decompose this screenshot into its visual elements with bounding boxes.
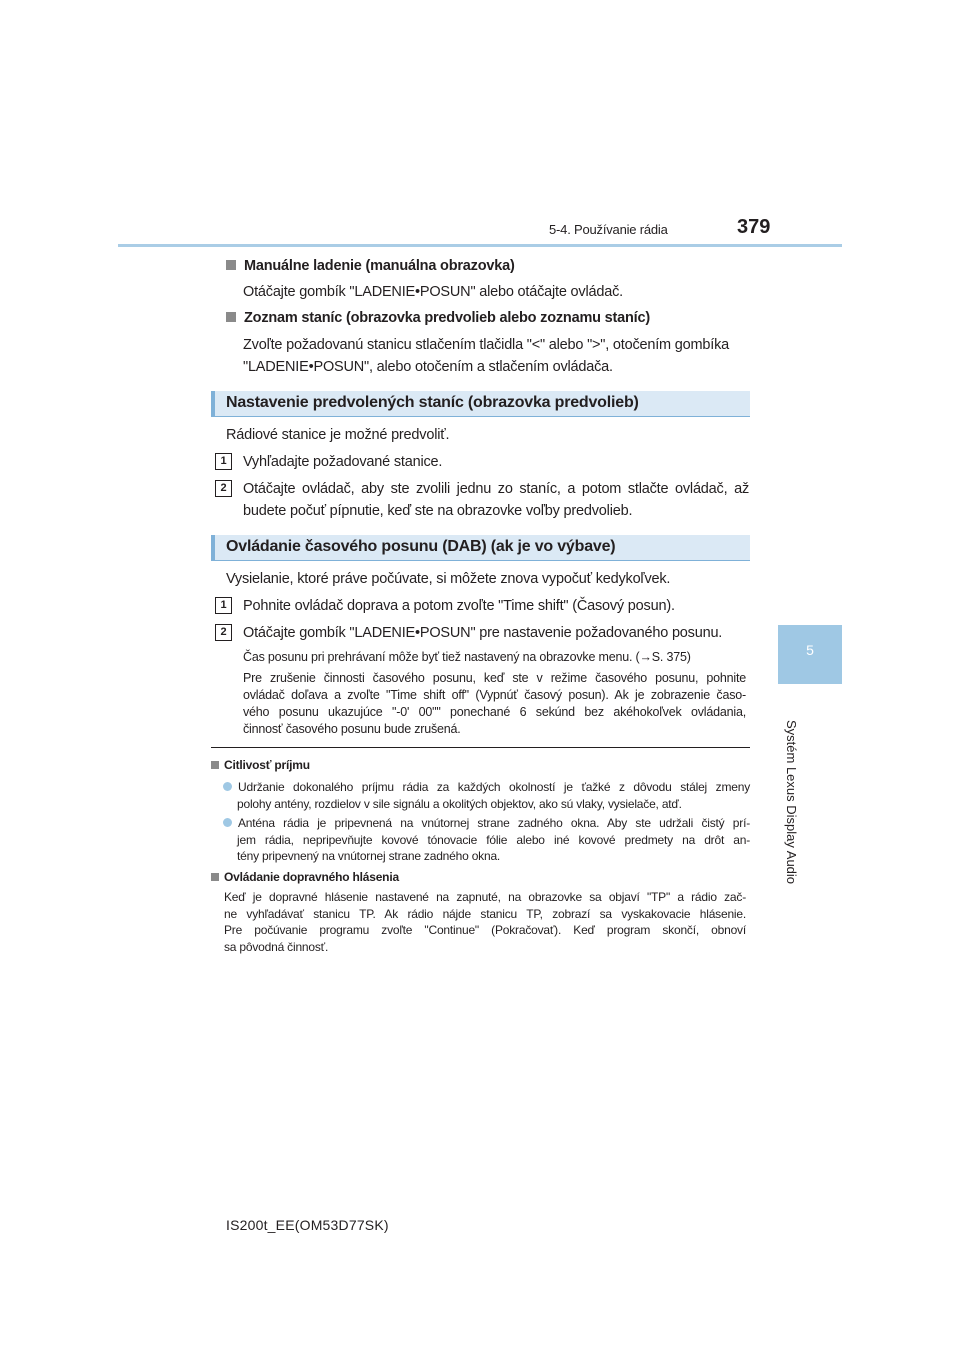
square-bullet-icon xyxy=(211,761,219,769)
station-list-heading: Zoznam staníc (obrazovka predvolieb alebo zoznamu staníc) xyxy=(226,307,650,329)
station-list-line1: Zvoľte požadovanú stanicu stlačením tlačidla "<" alebo ">", otočením gombíka xyxy=(243,337,729,353)
timeshift-intro: Vysielanie, ktoré práve počúvate, si môžete znova vypočuť kedykoľvek. xyxy=(226,571,671,587)
document-code: IS200t_EE(OM53D77SK) xyxy=(226,1217,389,1233)
timeshift-section-title: Ovládanie časového posunu (DAB) (ak je vo výbave) xyxy=(211,535,750,561)
step-number: 2 xyxy=(215,624,232,641)
circle-bullet-icon xyxy=(223,782,232,791)
presets-intro: Rádiové stanice je možné predvoliť. xyxy=(226,427,450,443)
timeshift-step1-text: Pohnite ovládač doprava a potom zvoľte "Time shift" (Časový posun). xyxy=(243,598,675,614)
square-bullet-icon xyxy=(226,312,236,322)
chapter-tab xyxy=(778,625,842,684)
presets-step2-line2: budete počuť pípnutie, keď ste na obrazovke voľby predvolieb. xyxy=(243,503,633,519)
circle-bullet-icon xyxy=(223,818,232,827)
page-number: 379 xyxy=(737,216,771,238)
presets-section-title: Nastavenie predvolených staníc (obrazovka predvolieb) xyxy=(211,391,750,417)
chapter-title-vertical xyxy=(782,720,802,885)
timeshift-note2: Pre zrušenie činnosti časového posunu, keď ste v režime časového posunu, pohnite ovládač doľava a zvoľte "Time shift off" (Vypnúť časový posun). Ak je zobrazenie časo- vého posunu ukazujúce "-0' 00"" ponechané 6 sekúnd bez akéhokoľvek ovládania, činnosť časového posunu bude zrušená. xyxy=(243,671,746,736)
step-number: 2 xyxy=(215,480,232,497)
chapter-title: Systém Lexus Display Audio xyxy=(784,720,799,885)
sensitivity-bullet1: Udržanie dokonalého príjmu rádia za každých okolností je ťažké z dôvodu stálej zmeny polohy antény, rozdielov v sile signálu a okolitých objektov, ako sú vlaky, vysielače, atď. xyxy=(223,779,750,812)
chapter-number: 5 xyxy=(806,642,814,658)
traffic-text: Keď je dopravné hlásenie nastavené na zapnuté, na obrazovke sa objaví "TP" a rádio zač- ne vyhľadávať stanicu TP. Ak rádio nájde stanicu TP, zobrazí sa vyskakovacie hlásenie. Pre počúvanie programu zvoľte "Continue" (Pokračovať). Keď program skončí, obnoví sa pôvodná činnosť. xyxy=(224,890,746,954)
traffic-heading: Ovládanie dopravného hlásenia xyxy=(211,869,399,886)
station-list-line2: "LADENIE•POSUN", alebo otočením a stlačením ovládača. xyxy=(243,359,613,375)
square-bullet-icon xyxy=(211,873,219,881)
timeshift-step2-text: Otáčajte gombík "LADENIE•POSUN" pre nastavenie požadovaného posunu. xyxy=(243,625,723,641)
step-number: 1 xyxy=(215,597,232,614)
header-rule xyxy=(118,244,842,247)
manual-tuning-heading: Manuálne ladenie (manuálna obrazovka) xyxy=(226,255,515,277)
sensitivity-bullet2: Anténa rádia je pripevnená na vnútornej strane zadného okna. Aby ste udržali čistý prí- jem rádia, nepripevňujte kovové tónovacie fólie alebo iné kovové predmety na drôt an- tény pripevnený na vnútornej strane zadného okna. xyxy=(223,815,750,865)
notes-divider xyxy=(211,747,750,748)
manual-tuning-text: Otáčajte gombík "LADENIE•POSUN" alebo otáčajte ovládač. xyxy=(243,284,623,300)
square-bullet-icon xyxy=(226,260,236,270)
presets-step2-line1: Otáčajte ovládač, aby ste zvolili jednu zo staníc, a potom stlačte ovládač, až xyxy=(243,481,749,497)
presets-step1-text: Vyhľadajte požadované stanice. xyxy=(243,454,443,470)
section-header: 5-4. Používanie rádia xyxy=(549,222,668,237)
step-number: 1 xyxy=(215,453,232,470)
sensitivity-heading: Citlivosť príjmu xyxy=(211,757,310,774)
timeshift-note1: Čas posunu pri prehrávaní môže byť tiež nastavený na obrazovke menu. (→S. 375) xyxy=(243,650,691,664)
